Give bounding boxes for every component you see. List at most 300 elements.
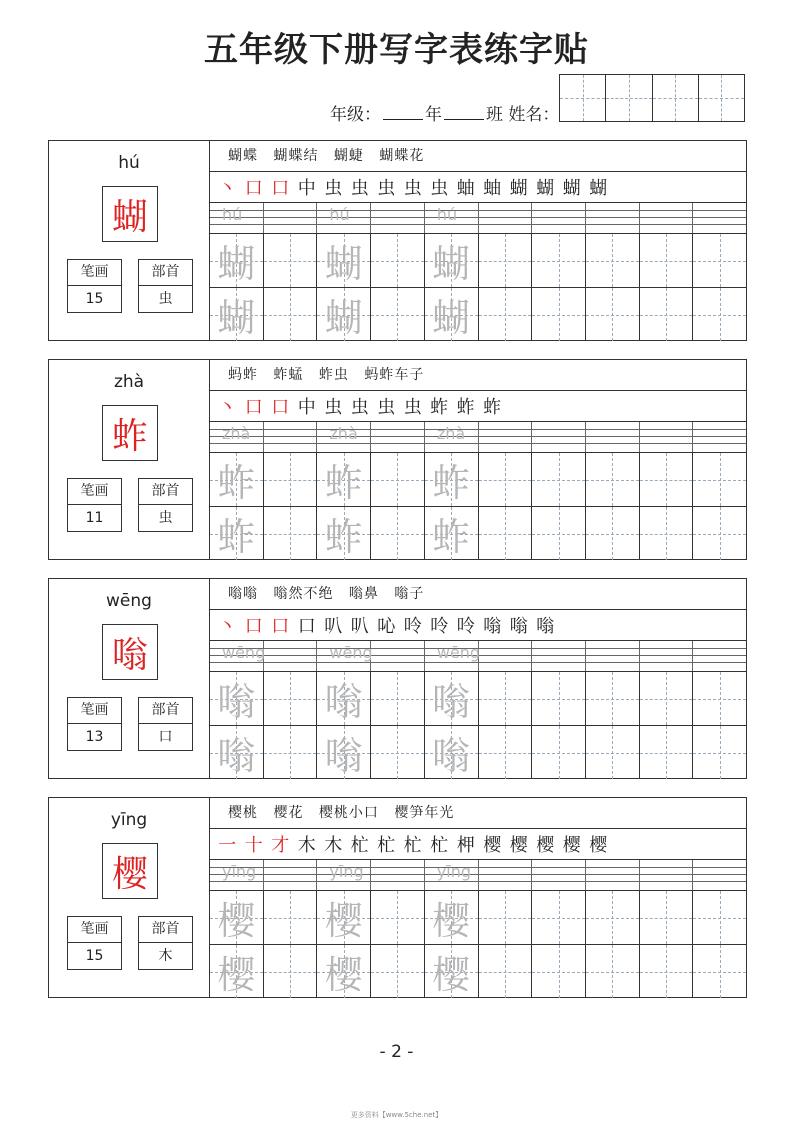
word-list — [210, 579, 746, 610]
practice-cell[interactable] — [532, 945, 586, 998]
practice-cell[interactable] — [425, 726, 479, 779]
trace-character: 蚱 — [217, 515, 256, 559]
practice-cell[interactable] — [693, 288, 746, 341]
pinyin-cell[interactable] — [640, 860, 694, 890]
pinyin-cell[interactable] — [479, 203, 533, 233]
stroke-step: 丶 — [218, 178, 237, 199]
trace-character: 嗡 — [324, 734, 363, 778]
model-character: 樱 — [102, 843, 158, 899]
stroke-step: 虫 — [403, 178, 422, 199]
pinyin-cell[interactable] — [693, 203, 746, 233]
practice-cell[interactable] — [425, 945, 479, 998]
stroke-step: 口 — [271, 397, 290, 418]
pinyin-trace: zhà — [222, 424, 251, 443]
stroke-step: 虫 — [430, 178, 449, 199]
stroke-step: 虫 — [377, 397, 396, 418]
trace-character: 嗡 — [217, 734, 256, 778]
stroke-step: 蚱 — [430, 397, 449, 418]
stroke-step: 杧 — [430, 835, 449, 856]
stroke-step: 口 — [244, 178, 263, 199]
pinyin-cell[interactable] — [586, 860, 640, 890]
pinyin-trace: wēng — [222, 643, 266, 662]
practice-cell[interactable] — [425, 672, 479, 725]
pinyin-cell[interactable] — [479, 641, 533, 671]
example-word: 蝴蝶结 — [273, 148, 319, 164]
trace-character: 蚱 — [217, 461, 256, 505]
practice-cell[interactable] — [371, 288, 425, 341]
practice-row — [210, 726, 746, 779]
practice-cell[interactable] — [317, 672, 371, 725]
practice-cell[interactable] — [693, 234, 746, 287]
stroke-count-box — [67, 916, 122, 970]
word-list — [210, 798, 746, 829]
practice-cell[interactable] — [586, 453, 640, 506]
trace-character: 蝴 — [432, 242, 471, 286]
pinyin-cell[interactable] — [317, 203, 371, 233]
model-character: 蚱 — [102, 405, 158, 461]
class-label: 班 — [486, 105, 503, 125]
practice-cell[interactable] — [317, 891, 371, 944]
trace-character: 蚱 — [432, 515, 471, 559]
pinyin-row — [210, 860, 746, 891]
practice-cell[interactable] — [693, 672, 746, 725]
practice-cell[interactable] — [371, 453, 425, 506]
pinyin-cell[interactable] — [532, 860, 586, 890]
radical-box — [138, 697, 193, 751]
practice-cell[interactable] — [371, 891, 425, 944]
pinyin-cell[interactable] — [640, 422, 694, 452]
pinyin: hú — [118, 153, 140, 173]
trace-character: 樱 — [432, 899, 471, 943]
pinyin-cell[interactable] — [317, 860, 371, 890]
stroke-count: 15 — [85, 948, 104, 964]
stroke-step: 呤 — [456, 616, 475, 637]
practice-cell[interactable] — [317, 288, 371, 341]
practice-cell[interactable] — [532, 726, 586, 779]
stroke-step: 虫 — [377, 178, 396, 199]
pinyin-trace: yīng — [222, 862, 257, 881]
trace-character: 嗡 — [432, 734, 471, 778]
trace-character: 蝴 — [432, 296, 471, 340]
stroke-step: 蚰 — [456, 178, 475, 199]
practice-cell[interactable] — [586, 726, 640, 779]
practice-cell[interactable] — [371, 234, 425, 287]
pinyin-trace: zhà — [329, 424, 358, 443]
practice-row — [210, 507, 746, 560]
practice-cell[interactable] — [479, 726, 533, 779]
name-cell[interactable] — [560, 75, 606, 121]
practice-cell[interactable] — [317, 945, 371, 998]
practice-cell[interactable] — [693, 507, 746, 560]
practice-cell[interactable] — [479, 288, 533, 341]
practice-cell[interactable] — [317, 507, 371, 560]
stroke-label: 笔画 — [68, 260, 121, 286]
pinyin-trace: hú — [222, 205, 243, 224]
example-word: 樱桃 — [228, 805, 258, 821]
stroke-step: 樱 — [509, 835, 528, 856]
stroke-step: 虫 — [324, 397, 343, 418]
pinyin-trace: hú — [329, 205, 350, 224]
stroke-order — [210, 172, 746, 203]
page-title: 五年级下册写字表练字贴 — [204, 30, 589, 70]
practice-cell[interactable] — [532, 672, 586, 725]
stroke-order — [210, 829, 746, 860]
grade-label: 年级： — [330, 105, 381, 125]
pinyin-cell[interactable] — [264, 641, 318, 671]
practice-cell[interactable] — [264, 891, 318, 944]
practice-cell[interactable] — [586, 234, 640, 287]
pinyin-trace: yīng — [436, 862, 472, 881]
stroke-step: 木 — [297, 835, 316, 856]
practice-cell[interactable] — [479, 507, 533, 560]
practice-cell[interactable] — [586, 672, 640, 725]
stroke-step: 杧 — [350, 835, 369, 856]
name-label: 姓名： — [508, 105, 560, 125]
practice-cell[interactable] — [532, 507, 586, 560]
pinyin-cell[interactable] — [317, 422, 371, 452]
trace-character: 蝴 — [324, 242, 363, 286]
model-character: 蝴 — [102, 186, 158, 242]
pinyin-cell[interactable] — [425, 860, 479, 890]
stroke-count: 11 — [85, 510, 104, 526]
pinyin-cell[interactable] — [371, 422, 425, 452]
practice-cell[interactable] — [586, 288, 640, 341]
pinyin-trace: wēng — [436, 643, 481, 662]
practice-cell[interactable] — [532, 453, 586, 506]
pinyin-cell[interactable] — [586, 641, 640, 671]
pinyin: wēng — [106, 591, 152, 611]
pinyin-cell[interactable] — [264, 203, 318, 233]
stroke-step: 蚱 — [483, 397, 502, 418]
practice-cell[interactable] — [210, 288, 264, 341]
example-word: 蝴蝶花 — [379, 148, 425, 164]
pinyin-cell[interactable] — [317, 641, 371, 671]
trace-character: 蝴 — [217, 242, 256, 286]
stroke-step: 虫 — [350, 397, 369, 418]
pinyin-row — [210, 422, 746, 453]
practice-cell[interactable] — [532, 288, 586, 341]
pinyin-row — [210, 641, 746, 672]
stroke-step: 杧 — [403, 835, 422, 856]
character-block — [48, 359, 747, 560]
pinyin-cell[interactable] — [425, 641, 479, 671]
practice-cell[interactable] — [210, 726, 264, 779]
character-info — [49, 579, 210, 778]
pinyin-cell[interactable] — [693, 422, 746, 452]
practice-cell[interactable] — [371, 726, 425, 779]
example-word: 蚂蚱车子 — [364, 367, 425, 383]
practice-cell[interactable] — [640, 234, 694, 287]
stroke-step: 丶 — [218, 616, 237, 637]
stroke-step: 樱 — [562, 835, 581, 856]
practice-cell[interactable] — [425, 234, 479, 287]
stroke-step: 蝴 — [536, 178, 555, 199]
pinyin-cell[interactable] — [479, 860, 533, 890]
stroke-step: 叭 — [350, 616, 369, 637]
practice-cell[interactable] — [317, 234, 371, 287]
stroke-step: 呤 — [430, 616, 449, 637]
stroke-step: 丶 — [218, 397, 237, 418]
practice-row — [210, 234, 746, 288]
stroke-step: 十 — [244, 835, 263, 856]
pinyin-cell[interactable] — [371, 203, 425, 233]
example-word: 樱笋年光 — [394, 805, 455, 821]
stroke-step: 蝴 — [589, 178, 608, 199]
practice-cell[interactable] — [479, 945, 533, 998]
trace-character: 蝴 — [217, 296, 256, 340]
pinyin-trace: hú — [436, 205, 458, 224]
name-cell[interactable] — [653, 75, 699, 121]
trace-character: 蚱 — [432, 461, 471, 505]
practice-row — [210, 672, 746, 726]
practice-cell[interactable] — [264, 453, 318, 506]
practice-cell[interactable] — [210, 453, 264, 506]
practice-cell[interactable] — [425, 453, 479, 506]
radical-box — [138, 478, 193, 532]
practice-cell[interactable] — [532, 234, 586, 287]
character-info — [49, 360, 210, 559]
pinyin-trace: yīng — [329, 862, 364, 881]
pinyin-cell[interactable] — [586, 203, 640, 233]
practice-cell[interactable] — [210, 891, 264, 944]
practice-area — [210, 360, 746, 559]
grade-blank[interactable] — [383, 105, 423, 120]
pinyin-cell[interactable] — [586, 422, 640, 452]
name-cell[interactable] — [699, 75, 744, 121]
character-block — [48, 797, 747, 998]
practice-area — [210, 798, 746, 997]
practice-area — [210, 579, 746, 778]
character-info — [49, 141, 210, 340]
stroke-step: 虫 — [324, 178, 343, 199]
pinyin-cell[interactable] — [532, 203, 586, 233]
name-cell[interactable] — [606, 75, 652, 121]
example-word: 樱花 — [273, 805, 304, 821]
practice-row — [210, 453, 746, 507]
trace-character: 嗡 — [217, 680, 256, 724]
pinyin-cell[interactable] — [264, 422, 318, 452]
practice-cell[interactable] — [264, 726, 318, 779]
practice-cell[interactable] — [210, 945, 264, 998]
stroke-step: 一 — [218, 835, 237, 856]
radical-label: 部首 — [139, 479, 192, 505]
trace-character: 樱 — [324, 953, 363, 997]
practice-cell[interactable] — [371, 507, 425, 560]
practice-cell[interactable] — [264, 945, 318, 998]
pinyin-cell[interactable] — [210, 203, 264, 233]
stroke-step: 口 — [271, 616, 290, 637]
pinyin-cell[interactable] — [210, 422, 264, 452]
stroke-count-box — [67, 697, 122, 751]
stroke-step: 叭 — [324, 616, 343, 637]
trace-character: 樱 — [324, 899, 363, 943]
example-word: 蝴蝶 — [228, 148, 258, 164]
practice-row — [210, 945, 746, 998]
stroke-step: 蚱 — [456, 397, 475, 418]
stroke-step: 嗡 — [483, 616, 502, 637]
stroke-step: 呤 — [403, 616, 422, 637]
example-word: 蚂蚱 — [228, 367, 258, 383]
pinyin-cell[interactable] — [640, 203, 694, 233]
word-list — [210, 360, 746, 391]
stroke-step: 中 — [297, 178, 316, 199]
stroke-step: 口 — [244, 397, 263, 418]
pinyin-cell[interactable] — [532, 641, 586, 671]
practice-cell[interactable] — [532, 891, 586, 944]
page-number: - 2 - — [379, 1042, 414, 1062]
practice-cell[interactable] — [640, 672, 694, 725]
pinyin-cell[interactable] — [371, 641, 425, 671]
practice-cell[interactable] — [693, 726, 746, 779]
practice-cell[interactable] — [264, 288, 318, 341]
practice-cell[interactable] — [371, 672, 425, 725]
practice-cell[interactable] — [693, 945, 746, 998]
practice-cell[interactable] — [640, 891, 694, 944]
practice-cell[interactable] — [640, 507, 694, 560]
stroke-step: 嗡 — [536, 616, 555, 637]
example-word: 蚱虫 — [318, 367, 349, 383]
practice-cell[interactable] — [210, 234, 264, 287]
stroke-step: 才 — [271, 835, 290, 856]
stroke-count: 13 — [85, 729, 104, 745]
trace-character: 蝴 — [324, 296, 363, 340]
word-list — [210, 141, 746, 172]
stroke-step: 中 — [297, 397, 316, 418]
practice-cell[interactable] — [425, 891, 479, 944]
stroke-order — [210, 391, 746, 422]
character-info — [49, 798, 210, 997]
stroke-order — [210, 610, 746, 641]
practice-cell[interactable] — [586, 507, 640, 560]
stroke-label: 笔画 — [68, 698, 121, 724]
pinyin-cell[interactable] — [693, 860, 746, 890]
stroke-step: 蝴 — [509, 178, 528, 199]
stroke-step: 虫 — [350, 178, 369, 199]
pinyin-cell[interactable] — [532, 422, 586, 452]
practice-cell[interactable] — [640, 945, 694, 998]
radical: 虫 — [158, 510, 173, 526]
practice-row — [210, 891, 746, 945]
pinyin-cell[interactable] — [264, 860, 318, 890]
example-word: 嗡子 — [394, 586, 425, 602]
pinyin-trace: wēng — [329, 643, 373, 662]
student-info — [330, 100, 559, 125]
practice-cell[interactable] — [425, 288, 479, 341]
trace-character: 樱 — [217, 899, 256, 943]
character-block — [48, 140, 747, 341]
practice-cell[interactable] — [371, 945, 425, 998]
stroke-step: 虫 — [403, 397, 422, 418]
pinyin-row — [210, 203, 746, 234]
radical-box — [138, 259, 193, 313]
practice-cell[interactable] — [210, 507, 264, 560]
practice-cell[interactable] — [264, 507, 318, 560]
stroke-step: 吣 — [377, 616, 396, 637]
practice-cell[interactable] — [640, 726, 694, 779]
trace-character: 蚱 — [324, 515, 363, 559]
stroke-step: 木 — [324, 835, 343, 856]
stroke-step: 口 — [244, 616, 263, 637]
example-word: 嗡鼻 — [348, 586, 379, 602]
practice-cell[interactable] — [693, 453, 746, 506]
practice-cell[interactable] — [693, 891, 746, 944]
example-word: 樱桃小口 — [318, 805, 379, 821]
pinyin-cell[interactable] — [640, 641, 694, 671]
stroke-label: 笔画 — [68, 479, 121, 505]
radical-box — [138, 916, 193, 970]
stroke-step: 樱 — [589, 835, 608, 856]
practice-cell[interactable] — [264, 672, 318, 725]
example-word: 蝴蜨 — [333, 148, 364, 164]
stroke-count: 15 — [85, 291, 104, 307]
pinyin-cell[interactable] — [693, 641, 746, 671]
class-blank[interactable] — [444, 105, 484, 120]
pinyin-cell[interactable] — [425, 422, 479, 452]
stroke-step: 柙 — [456, 835, 475, 856]
practice-cell[interactable] — [479, 234, 533, 287]
practice-cell[interactable] — [317, 726, 371, 779]
radical: 口 — [158, 729, 173, 745]
pinyin-trace: zhà — [436, 424, 466, 443]
practice-cell[interactable] — [210, 672, 264, 725]
practice-cell[interactable] — [479, 891, 533, 944]
stroke-count-box — [67, 478, 122, 532]
trace-character: 蚱 — [324, 461, 363, 505]
practice-cell[interactable] — [640, 453, 694, 506]
pinyin: zhà — [113, 372, 145, 392]
example-word: 嗡嗡 — [228, 586, 258, 602]
pinyin-cell[interactable] — [479, 422, 533, 452]
radical-label: 部首 — [139, 260, 192, 286]
model-character: 嗡 — [102, 624, 158, 680]
practice-cell[interactable] — [317, 453, 371, 506]
pinyin-cell[interactable] — [425, 203, 479, 233]
stroke-count-box — [67, 259, 122, 313]
practice-cell[interactable] — [425, 507, 479, 560]
stroke-step: 口 — [297, 616, 316, 637]
stroke-label: 笔画 — [68, 917, 121, 943]
radical: 虫 — [158, 291, 173, 307]
practice-cell[interactable] — [264, 234, 318, 287]
practice-cell[interactable] — [586, 891, 640, 944]
trace-character: 嗡 — [432, 680, 471, 724]
practice-cell[interactable] — [479, 453, 533, 506]
example-word: 蚱蜢 — [273, 367, 304, 383]
stroke-step: 樱 — [536, 835, 555, 856]
pinyin-cell[interactable] — [371, 860, 425, 890]
pinyin-cell[interactable] — [210, 641, 264, 671]
trace-character: 樱 — [217, 953, 256, 997]
stroke-step: 嗡 — [509, 616, 528, 637]
practice-area — [210, 141, 746, 340]
character-block — [48, 578, 747, 779]
pinyin-cell[interactable] — [210, 860, 264, 890]
stroke-step: 杧 — [377, 835, 396, 856]
practice-cell[interactable] — [640, 288, 694, 341]
name-grid[interactable] — [559, 74, 745, 122]
practice-cell[interactable] — [586, 945, 640, 998]
year-label: 年 — [425, 105, 442, 125]
pinyin: yīng — [110, 810, 148, 830]
stroke-step: 蚰 — [483, 178, 502, 199]
radical-label: 部首 — [139, 698, 192, 724]
stroke-step: 口 — [271, 178, 290, 199]
practice-cell[interactable] — [479, 672, 533, 725]
footer-text: 更多资料【www.5che.net】 — [350, 1111, 443, 1119]
trace-character: 樱 — [432, 953, 471, 997]
radical-label: 部首 — [139, 917, 192, 943]
practice-row — [210, 288, 746, 341]
